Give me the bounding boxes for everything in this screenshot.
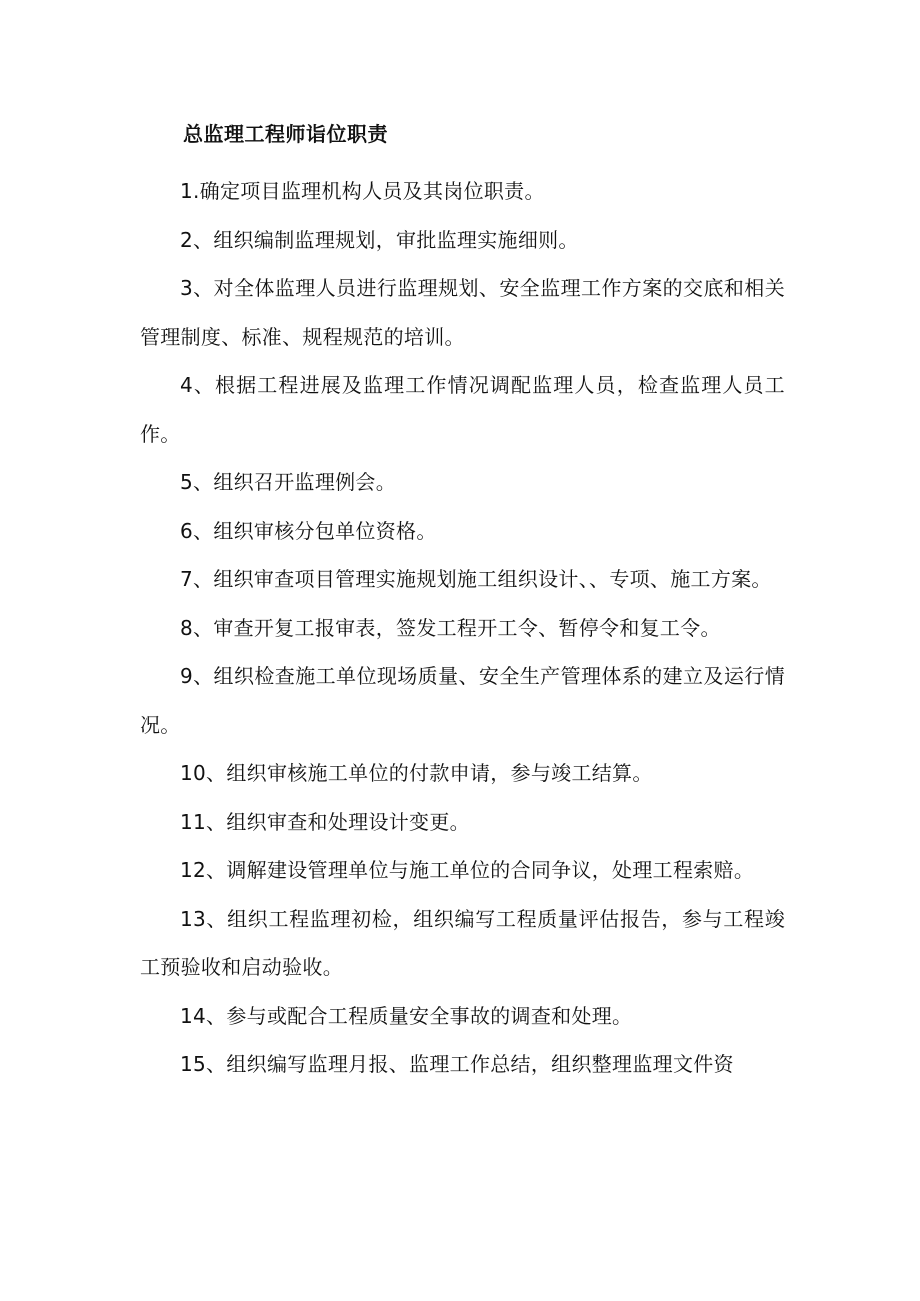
- duty-item-9: 9、组织检查施工单位现场质量、安全生产管理体系的建立及运行情况。: [140, 664, 785, 737]
- duty-item-7: 7、组织审查项目管理实施规划施工组织设计、、专项、施工方案。: [180, 567, 772, 591]
- duty-item-1: 1.确定项目监理机构人员及其岗位职责。: [180, 179, 545, 203]
- duty-item-10: 10、组织审核施工单位的付款申请，参与竣工结算。: [180, 761, 653, 785]
- duty-item-8: 8、审查开复工报审表，签发工程开工令、暂停令和复工令。: [180, 615, 721, 640]
- duties-list: [140, 167, 785, 1089]
- duty-item-13: 13、组织工程监理初检，组织编写工程质量评估报告，参与工程竣工预验收和启动验收。: [140, 906, 785, 979]
- duty-item-14: 14、参与或配合工程质量安全事故的调查和处理。: [180, 1003, 633, 1028]
- document-title: 总监理工程师诣位职责: [183, 122, 388, 146]
- duty-item-3: 3、对全体监理人员进行监理规划、安全监理工作方案的交底和相关管理制度、标准、规程规范的培训。: [140, 276, 785, 349]
- duty-item-6: 6、组织审核分包单位资格。: [180, 518, 437, 543]
- duty-item-2: 2、组织编制监理规划，审批监理实施细则。: [180, 227, 579, 252]
- duty-item-15: 15、组织编写监理月报、监理工作总结，组织整理监理文件资: [180, 1052, 734, 1076]
- duty-item-5: 5、组织召开监理例会。: [180, 470, 397, 494]
- duty-item-11: 11、组织审查和处理设计变更。: [180, 809, 470, 834]
- duty-item-12: 12、调解建设管理单位与施工单位的合同争议，处理工程索赔。: [180, 858, 755, 882]
- duty-item-4: 4、根据工程进展及监理工作情况调配监理人员，检查监理人员工作。: [140, 373, 785, 446]
